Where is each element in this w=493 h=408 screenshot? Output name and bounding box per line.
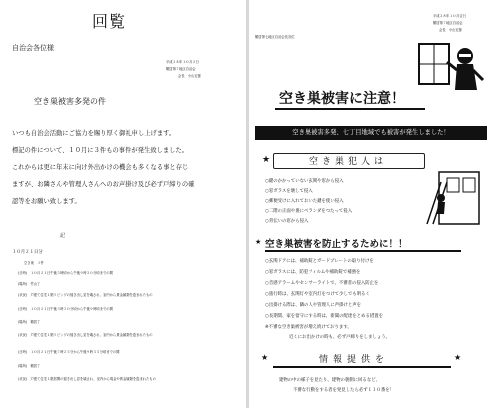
list-item: ○窓ガラスには、防犯フィルムや補助錠で補強を: [265, 270, 361, 275]
flyer-headline: 空き巣被害に注意！: [279, 91, 405, 107]
bullet-circle-icon: ○: [265, 270, 269, 275]
flyer-addressee: 鶴居第七地区自治会長各位: [255, 35, 295, 39]
flyer-org: 鶴居第７地区自治会: [433, 21, 463, 25]
bullet-circle-icon: ○: [265, 292, 269, 297]
incident-line: (日時) １０月２１日午後３時３０分頃から午後９時頃までの間: [18, 307, 113, 311]
bullet-circle-icon: ○: [265, 189, 269, 194]
incident-line: (日時) １０月２１日午後５時頃から午後９時２０分頃までの間: [18, 271, 113, 275]
bullet-circle-icon: ○: [265, 281, 269, 286]
alert-banner: [255, 126, 487, 140]
footer-line: 建物の中の様子を見たり、建物の裏側に回るなど、: [279, 378, 380, 383]
section-culprits-title: 空き巣犯人は: [309, 157, 388, 167]
info-underline: [273, 366, 451, 368]
circular-notice-page: [0, 0, 246, 408]
list-item: ○玄関ドアには、補助錠とガードプレートの取り付けを: [265, 259, 374, 264]
list-item: ○音感アラームやセンサーライトで、不審者の侵入防止を: [265, 281, 379, 286]
incident-line: (場所) 鶴居丁: [18, 320, 41, 324]
incident-line: (場所) 鶴居丁: [18, 364, 41, 368]
bullet-circle-icon: ○: [265, 259, 269, 264]
notice-subject: 空き巣被害多発の件: [34, 97, 106, 106]
flyer-chair: 会長 小山宏郎: [439, 28, 463, 32]
notice-title: 回覧: [92, 12, 127, 31]
star-icon: ★: [255, 238, 262, 246]
body-line: これからは更に年末に向け外出かけの機会も多くなる事と存じ: [12, 164, 189, 171]
star-icon: ★: [262, 155, 271, 165]
list-item: ○旅行時は、玄関灯や室内灯をつけて少しでも明るく: [265, 292, 370, 297]
list-item: ○二階の正面や裏にベランダをつたって侵入: [265, 209, 353, 214]
list-item: ○窓ガラスを壊して侵入: [265, 189, 313, 194]
sender-date: 平成２８年１０月２日: [166, 60, 199, 64]
record-date: １０月２１日分: [12, 250, 43, 255]
incident-label: 空き巣 ３件: [24, 261, 44, 265]
body-line: ますが、お隣さんや管理人さんへのお声掛け及び必ず戸締りの確: [12, 181, 195, 188]
bullet-circle-icon: ○: [265, 209, 269, 214]
incident-line: (場所) 竹山丁: [18, 282, 41, 286]
incident-line: (状況) 戸建て住宅１階居間の掃き出し窓を壊され、室内から現金や貴金属類を盗まれたもの: [18, 377, 156, 381]
section-prevention-title: 空き巣被害を防止するために！！: [265, 239, 408, 250]
bullet-circle-icon: ○: [265, 219, 269, 224]
note-line: 近くにお出かけの時も、必ず戸締りをしましょう。: [289, 335, 390, 340]
ki-mark: 記: [60, 233, 66, 239]
bullet-circle-icon: ○: [265, 199, 269, 204]
star-icon: ★: [454, 353, 462, 362]
sender-chair: 会長 小山宏郎: [178, 74, 202, 78]
section-info-title: 情報提供を: [319, 355, 390, 365]
addressee: 自治会各位様: [12, 44, 54, 52]
prevention-underline: [265, 250, 461, 252]
list-item: ○背伝いの窓から侵入: [265, 219, 309, 224]
footer-line: 不審な行動をする者を発見したら必ず１１０番を！: [293, 388, 394, 393]
alert-banner-text: 空き巣被害多発、七丁目地域でも被害が発生しました！: [292, 129, 450, 136]
bullet-circle-icon: ○: [265, 303, 269, 308]
bullet-circle-icon: ○: [265, 179, 269, 184]
burglar-illustration: [417, 40, 487, 100]
bullet-circle-icon: ○: [265, 314, 269, 319]
incident-line: (日時) １０月２１日午後７時２５分から午後９時５５分頃までの間: [18, 350, 120, 354]
burglary-warning-flyer: [249, 0, 493, 408]
body-line: 認等をお願い致します。: [12, 198, 81, 205]
flyer-date: 平成２８年１０月吉日: [433, 14, 466, 18]
sender-org: 鶴居第７地区自治会: [166, 67, 196, 71]
list-item: ○長期間、家を留守にする時は、新聞の配達をとめる措置を: [265, 314, 384, 319]
body-line: 標記の件について、１０月に３件もの事件が発生致しました。: [12, 147, 189, 154]
headline-underline: [275, 108, 425, 110]
body-line: いつも自治会活動にご協力を賜り厚く御礼申し上げます。: [12, 130, 176, 137]
list-item: ○郵便受けに入れておいた鍵を使い侵入: [265, 199, 344, 204]
star-icon: ★: [261, 353, 269, 362]
list-item: ○鍵のかかっていない玄関や窓から侵入: [265, 179, 344, 184]
incident-line: (状況) 戸建て住宅１階リビングの掃き出し窓を壊され、室内から貴金属類を盗まれたもの: [18, 293, 153, 297]
ladder-illustration: [421, 168, 483, 228]
list-item: ○出掛ける際は、隣の人や管理人に声掛けと声を: [265, 303, 362, 308]
note-line: ※不審な空き巣被害が増え続けております。: [265, 325, 352, 330]
incident-line: (状況) 戸建て住宅１階リビングの掃き出し窓を壊され、室内から貴金属類を盗まれたもの: [18, 333, 153, 337]
